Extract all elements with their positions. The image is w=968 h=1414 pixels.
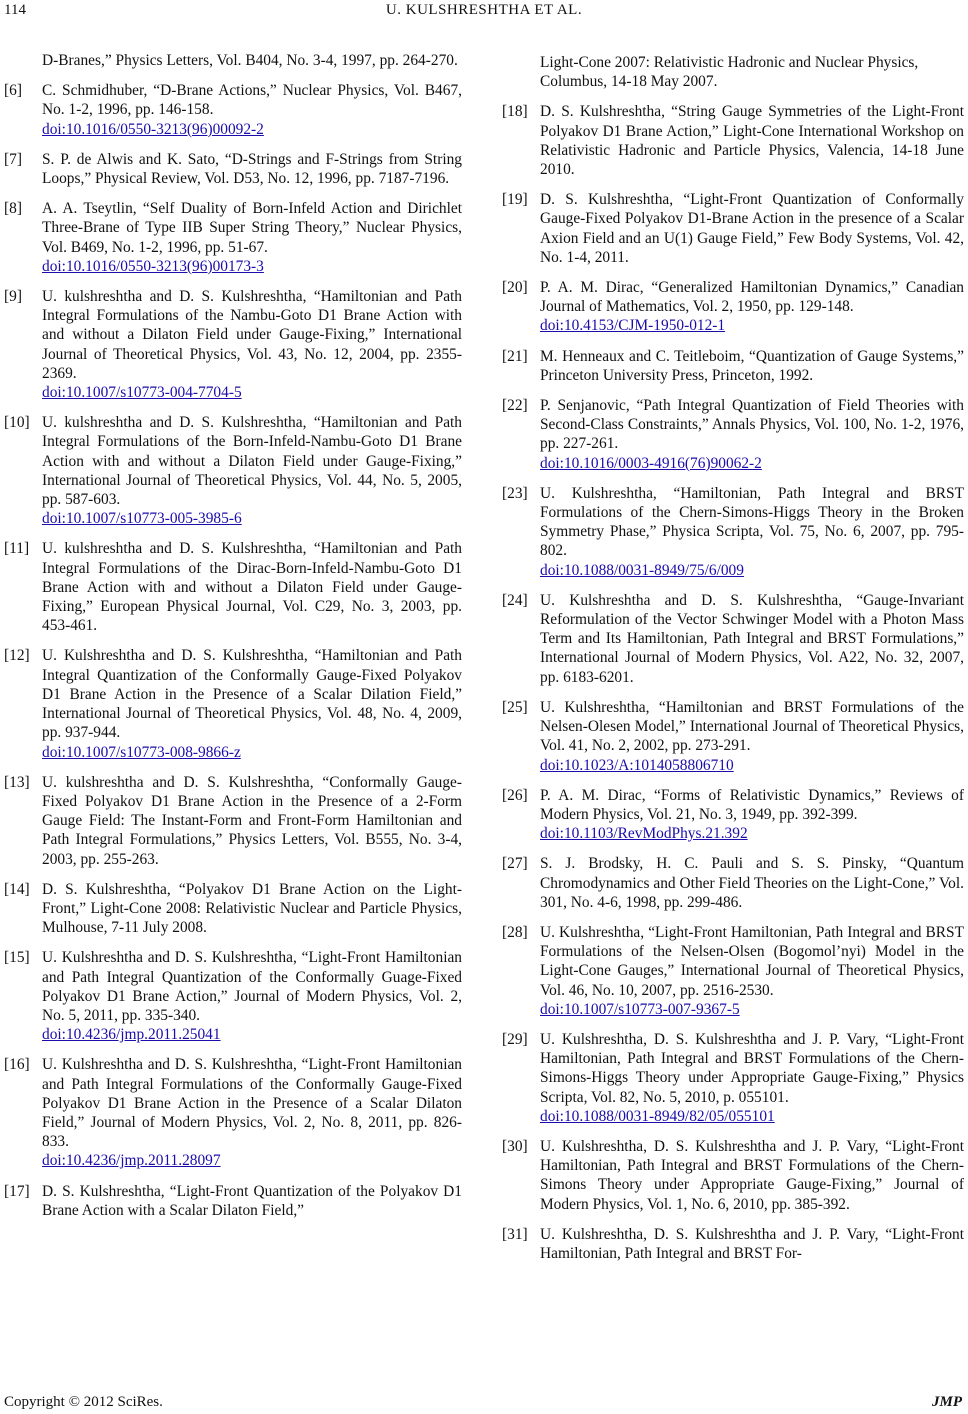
reference-item xyxy=(502,278,964,336)
reference-item xyxy=(502,1137,964,1214)
reference-number: [27] xyxy=(502,855,528,873)
reference-text: P. Senjanovic, “Path Integral Quantization of Field Theories with Second-Class Constraints,” Annals Physics, Vol. 100, No. 1-2, 1976, pp. 227-261. xyxy=(540,397,964,453)
reference-item xyxy=(4,880,462,938)
reference-text: C. Schmidhuber, “D-Brane Actions,” Nuclear Physics, Vol. B467, No. 1-2, 1996, pp. 146-158. xyxy=(42,82,462,119)
doi-link[interactable]: doi:10.1016/0550-3213(96)00092-2 xyxy=(42,120,264,138)
reference-item xyxy=(4,539,462,635)
reference-text: D. S. Kulshreshtha, “Polyakov D1 Brane Action on the Light-Front,” Light-Cone 2008: Relativistic Nuclear and Particle Physics, Mulhouse, 7-11 July 2008. xyxy=(42,880,462,937)
reference-number: [18] xyxy=(502,103,528,121)
reference-item xyxy=(502,396,964,473)
right-column xyxy=(502,53,964,1274)
reference-text: D. S. Kulshreshtha, “Light-Front Quantization of Conformally Gauge-Fixed Polyakov D1-Brane Action in the presence of a Scalar Axion Field and an U(1) Gauge Field,” Few Body Systems, Vol. 42, No. 1-4, 2011. xyxy=(540,191,964,266)
reference-text: U. Kulshreshtha, “Hamiltonian and BRST Formulations of the Nelsen-Olesen Model,” International Journal of Theoretical Physics, Vol. 41, No. 2, 2002, pp. 273-291. xyxy=(540,698,964,755)
doi-link[interactable]: doi:10.1088/0031-8949/75/6/009 xyxy=(540,561,744,579)
reference-number: [22] xyxy=(502,397,528,415)
reference-text: S. J. Brodsky, H. C. Pauli and S. S. Pinsky, “Quantum Chromodynamics and Other Field Theories on the Light-Cone,” Vol. 301, No. 4-6, 1998, pp. 299-486. xyxy=(540,855,964,911)
reference-text: D. S. Kulshreshtha, “Light-Front Quantization of the Polyakov D1 Brane Action with a Scalar Dilaton Field,” xyxy=(42,1182,462,1219)
reference-item xyxy=(502,923,964,1019)
reference-text: U. Kulshreshtha and D. S. Kulshreshtha, “Hamiltonian and Path Integral Quantization of the Conformally Gauge-Fixed Polyakov D1 Brane Action in the Presence of a Scalar Dilation Field,” International Journal of Theoretical Physics, Vol. 48, No. 4, 2009, pp. 937-944. xyxy=(42,647,462,742)
reference-text: D. S. Kulshreshtha, “String Gauge Symmetries of the Light-Front Polyakov D1 Brane Action,” Light-Cone International Workshop on Relativistic Hadronic and Particle Physics, Valencia, 14-18 June 2010. xyxy=(540,103,964,179)
reference-item xyxy=(502,698,964,775)
running-title: U. KULSHRESHTHA ET AL. xyxy=(385,2,583,18)
reference-number: [7] xyxy=(4,150,22,168)
reference-number: [21] xyxy=(502,347,528,365)
reference-text: U. kulshreshtha and D. S. Kulshreshtha, “Hamiltonian and Path Integral Formulations of the Nambu-Goto D1 Brane Action with and without a Dilaton Field under Gauge-Fixing,” International Journal of Theoretical Physics, Vol. 43, No. 12, 2004, pp. 2355-2369. xyxy=(42,288,462,382)
reference-item xyxy=(502,591,964,687)
reference-number: [13] xyxy=(4,773,30,791)
reference-text: M. Henneaux and C. Teitleboim, “Quantization of Gauge Systems,” Princeton University Press, Princeton, 1992. xyxy=(540,347,964,384)
reference-number: [20] xyxy=(502,279,528,297)
reference-item xyxy=(502,484,964,580)
reference-text: U. Kulshreshtha, D. S. Kulshreshtha and J. P. Vary, “Light-Front Hamiltonian, Path Integral and BRST For- xyxy=(540,1225,964,1262)
reference-item xyxy=(502,102,964,179)
reference-item xyxy=(502,786,964,844)
reference-text: P. A. M. Dirac, “Generalized Hamiltonian Dynamics,” Canadian Journal of Mathematics, Vol. 2, 1950, pp. 129-148. xyxy=(540,279,964,316)
reference-text: U. kulshreshtha and D. S. Kulshreshtha, “Hamiltonian and Path Integral Formulations of the Dirac-Born-Infeld-Nambu-Goto D1 Brane Action with and without a Dilaton Field under Gauge-Fixing,” European Physical Journal, Vol. C29, No. 3, 2003, pp. 453-461. xyxy=(42,540,462,635)
reference-text: U. Kulshreshtha and D. S. Kulshreshtha, “Gauge-Invariant Reformulation of the Vector Schwinger Model with a Photon Mass Term and Its Hamiltonian, Path Integral and BRST Formulations,” International Journal of Modern Physics, Vol. A22, No. 32, 2007, pp. 6183-6201. xyxy=(540,591,964,686)
doi-link[interactable]: doi:10.1023/A:1014058806710 xyxy=(540,756,734,774)
reference-text: U. Kulshreshtha, “Hamiltonian, Path Integral and BRST Formulations of the Chern-Simons-Higgs Theory in the Broken Symmetry Phase,” Physica Scripta, Vol. 75, No. 6, 2007, pp. 795-802. xyxy=(540,484,964,560)
reference-item xyxy=(502,190,964,267)
reference-item xyxy=(4,150,462,188)
reference-number: [11] xyxy=(4,540,30,558)
reference-number: [16] xyxy=(4,1056,30,1074)
doi-link[interactable]: doi:10.1088/0031-8949/82/05/055101 xyxy=(540,1107,775,1125)
reference-item xyxy=(502,347,964,385)
reference-text: P. A. M. Dirac, “Forms of Relativistic Dynamics,” Reviews of Modern Physics, Vol. 21, No. 3, 1949, pp. 392-399. xyxy=(540,786,964,823)
reference-list-left xyxy=(4,81,462,1220)
reference-number: [24] xyxy=(502,591,528,609)
reference-number: [26] xyxy=(502,786,528,804)
reference-item xyxy=(4,948,462,1044)
reference-item xyxy=(4,1055,462,1170)
doi-link[interactable]: doi:10.1103/RevModPhys.21.392 xyxy=(540,825,748,843)
doi-link[interactable]: doi:10.1007/s10773-004-7704-5 xyxy=(42,384,242,402)
reference-item xyxy=(502,854,964,912)
doi-link[interactable]: doi:10.1016/0550-3213(96)00173-3 xyxy=(42,257,264,275)
reference-number: [29] xyxy=(502,1030,528,1048)
reference-item xyxy=(4,646,462,761)
reference-text: U. Kulshreshtha, D. S. Kulshreshtha and J. P. Vary, “Light-Front Hamiltonian, Path Integral and BRST Formulations of the Chern-Simons-Higgs Theory under Appropriate Gauge-Fixing,” Physics Scripta, Vol. 82, No. 5, 2010, p. 055101. xyxy=(540,1030,964,1106)
reference-item xyxy=(4,287,462,402)
reference-text: U. Kulshreshtha and D. S. Kulshreshtha, “Light-Front Hamiltonian and Path Integral Quantization of the Conformally Guage-Fixed Polyakov D1 Brane Action,” Journal of Modern Physics, Vol. 2, No. 5, 2011, pp. 335-340. xyxy=(42,949,462,1024)
doi-link[interactable]: doi:10.1007/s10773-008-9866-z xyxy=(42,743,241,761)
reference-text: U. Kulshreshtha, D. S. Kulshreshtha and J. P. Vary, “Light-Front Hamiltonian, Path Integral and BRST Formulations of the Chern-Simons Theory under Appropriate Gauge-Fixing,” Journal of Modern Physics, Vol. 1, No. 6, 2010, pp. 385-392. xyxy=(540,1137,964,1213)
reference-number: [28] xyxy=(502,923,528,941)
doi-link[interactable]: doi:10.1016/0003-4916(76)90062-2 xyxy=(540,454,762,472)
reference-item xyxy=(4,1182,462,1220)
doi-link[interactable]: doi:10.4236/jmp.2011.25041 xyxy=(42,1026,221,1044)
reference-number: [6] xyxy=(4,82,22,100)
reference-number: [12] xyxy=(4,647,30,665)
reference-number: [9] xyxy=(4,288,22,306)
reference-number: [23] xyxy=(502,484,528,502)
reference-number: [15] xyxy=(4,949,30,967)
reference-text: U. kulshreshtha and D. S. Kulshreshtha, “Hamiltonian and Path Integral Formulations of the Born-Infeld-Nambu-Goto D1 Brane Action with and without a Dilaton Field under Gauge-Fixing,” International Journal of Theoretical Physics, Vol. 44, No. 5, 2005, pp. 587-603. xyxy=(42,414,462,509)
doi-link[interactable]: doi:10.1007/s10773-007-9367-5 xyxy=(540,1000,740,1018)
reference-item xyxy=(4,199,462,276)
reference-list-right xyxy=(502,102,964,1263)
reference-item xyxy=(4,773,462,869)
reference-number: [8] xyxy=(4,200,22,218)
journal-abbreviation: JMP xyxy=(932,1394,962,1410)
reference-number: [25] xyxy=(502,698,528,716)
reference-text: U. Kulshreshtha, “Light-Front Hamiltonian, Path Integral and BRST Formulations of the Nelsen-Olsen (Bogomol’nyi) Model in the Light-Cone Gauges,” International Journal of Theoretical Physics, Vol. 46, No. 10, 2007, pp. 2516-2530. xyxy=(540,923,964,999)
doi-link[interactable]: doi:10.1007/s10773-005-3985-6 xyxy=(42,510,242,528)
reference-number: [10] xyxy=(4,414,30,432)
reference-number: [31] xyxy=(502,1225,528,1243)
page-header xyxy=(0,2,968,24)
reference-number: [17] xyxy=(4,1182,30,1200)
reference-text: U. kulshreshtha and D. S. Kulshreshtha, “Conformally Gauge-Fixed Polyakov D1 Brane Action in the Presence of a 2-Form Gauge Field: The Instant-Form and Front-Form Hamiltonian and Path Integral Formulations,” Physics Letters, Vol. B555, No. 3-4, 2003, pp. 255-263. xyxy=(42,773,462,868)
left-column xyxy=(4,51,462,1231)
doi-link[interactable]: doi:10.4236/jmp.2011.28097 xyxy=(42,1152,221,1170)
reference-item xyxy=(4,81,462,139)
reference-item xyxy=(502,1030,964,1126)
page-number: 114 xyxy=(4,2,26,18)
reference-continuation: Light-Cone 2007: Relativistic Hadronic and Nuclear Physics, Columbus, 14-18 May 2007. xyxy=(540,54,919,91)
copyright-notice: Copyright © 2012 SciRes. xyxy=(4,1394,163,1410)
reference-item xyxy=(4,413,462,528)
reference-item xyxy=(502,1225,964,1263)
reference-number: [14] xyxy=(4,880,30,898)
reference-number: [19] xyxy=(502,191,528,209)
reference-text: S. P. de Alwis and K. Sato, “D-Strings and F-Strings from String Loops,” Physical Review, Vol. D53, No. 12, 1996, pp. 7187-7196. xyxy=(42,150,462,188)
reference-text: U. Kulshreshtha and D. S. Kulshreshtha, “Light-Front Hamiltonian and Path Integral Formulations of the Conformally Gauge-Fixed Polyakov D1 Brane Action in the Presence of a Scalar Dilaton Field,” Journal of Modern Physics, Vol. 2, No. 8, 2011, pp. 826-833. xyxy=(42,1056,462,1151)
doi-link[interactable]: doi:10.4153/CJM-1950-012-1 xyxy=(540,317,726,335)
reference-text: A. A. Tseytlin, “Self Duality of Born-Infeld Action and Dirichlet Three-Brane of Type IIB Super String Theory,” Nuclear Physics, Vol. B469, No. 1-2, 1996, pp. 51-67. xyxy=(42,200,462,256)
reference-continuation: D-Branes,” Physics Letters, Vol. B404, No. 3-4, 1997, pp. 264-270. xyxy=(42,52,458,69)
reference-number: [30] xyxy=(502,1137,528,1155)
